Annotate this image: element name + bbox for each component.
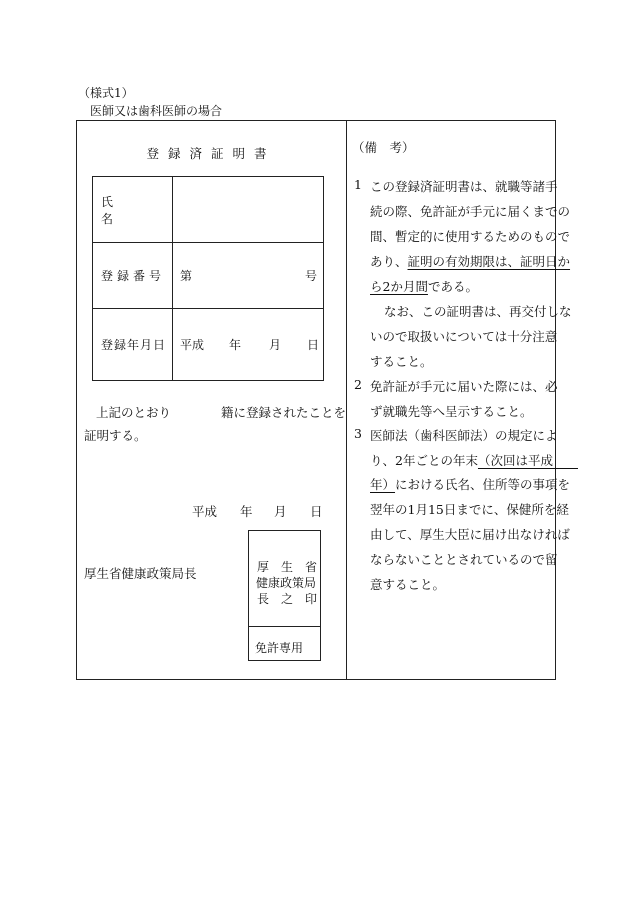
seal-line-2: 健康政策局 (256, 576, 317, 590)
note-3-number: 3 (354, 426, 362, 441)
form-subtitle: 医師又は歯科医師の場合 (90, 104, 223, 118)
statement-line-2: 証明する。 (84, 428, 147, 443)
seal-stamp-area (249, 531, 320, 627)
note-3-line-2 (370, 451, 578, 469)
note-3-line-7: 意すること。 (370, 577, 446, 592)
date-label-cell (93, 309, 173, 380)
registration-table (92, 176, 324, 381)
note-1-line-4-text: あり、 (370, 254, 408, 269)
note-3-line-3 (370, 475, 570, 493)
number-row (93, 243, 323, 309)
note-1-line-4 (370, 252, 570, 270)
note-1-line-6: なお、この証明書は、再交付しな (384, 304, 572, 319)
statement-line-1: 上記のとおり 籍に登録されたことを (96, 405, 347, 420)
note-3-line-4: 翌年の1月15日までに、保健所を経 (370, 502, 569, 517)
name-label: 氏名 (101, 194, 152, 226)
note-1-line-5-text: である。 (427, 279, 478, 294)
name-row (93, 177, 323, 243)
note-3-line-3-text: における氏名、住所等の事項を (395, 477, 571, 492)
frame-divider (346, 120, 347, 680)
date-month-unit: 月 (269, 338, 282, 352)
number-value-cell (173, 243, 323, 308)
seal-usage-label: 免許専用 (255, 641, 304, 655)
number-suffix: 号 (304, 269, 317, 283)
issue-date-month-unit: 月 (274, 504, 287, 519)
validity-period-underlined: 証明の有効期限は、証明日か (407, 254, 571, 269)
name-label-cell (93, 177, 173, 242)
note-2-line-2: ず就職先等へ呈示すること。 (370, 404, 533, 419)
next-deadline-underlined-2: 年） (370, 477, 396, 492)
date-day-unit: 日 (307, 338, 320, 352)
form-number-label: （様式1） (78, 86, 134, 100)
note-3-line-1: 医師法（歯科医師法）の規定によ (370, 428, 558, 443)
note-3-line-2-text: り、2年ごとの年末 (370, 453, 478, 468)
note-3-line-5: 由して、厚生大臣に届け出なければ (370, 527, 570, 542)
issue-date-era: 平成 (192, 504, 218, 519)
official-seal-box (248, 530, 321, 661)
notes-heading: （備 考） (352, 140, 415, 155)
issue-date-year-unit: 年 (240, 504, 253, 519)
date-year-unit: 年 (229, 338, 242, 352)
name-value-cell (173, 177, 323, 242)
note-1-line-1: この登録済証明書は、就職等諸手 (370, 179, 558, 194)
number-prefix: 第 (180, 269, 193, 283)
number-label-cell (93, 243, 173, 308)
certificate-title: 登録済証明書 (146, 146, 276, 161)
date-label: 登録年月日 (101, 338, 167, 352)
note-3-line-6: ならないこととされているので留 (370, 552, 558, 567)
number-label: 登録番号 (101, 269, 166, 283)
seal-line-1: 厚 生 省 (257, 560, 318, 574)
note-1-line-2: 続の際、免許証が手元に届くまでの (370, 204, 571, 219)
note-1-line-3: 間、暫定的に使用するためのもので (370, 229, 571, 244)
note-1-line-8: すること。 (370, 354, 433, 369)
next-deadline-underlined: （次回は平成 (477, 453, 578, 468)
note-1-line-7: いので取扱いについては十分注意 (370, 329, 558, 344)
validity-period-underlined-2: ら2か月間 (370, 279, 428, 294)
note-2-number: 2 (354, 377, 362, 392)
date-row (93, 309, 323, 380)
note-1-line-5 (370, 277, 478, 295)
note-2-line-1: 免許証が手元に届いた際には、必 (370, 379, 558, 394)
date-era: 平成 (180, 338, 205, 352)
date-value-cell (173, 309, 323, 380)
issue-date-day-unit: 日 (310, 504, 323, 519)
seal-line-3: 長 之 印 (257, 592, 318, 606)
issuer-title: 厚生省健康政策局長 (84, 566, 197, 581)
note-1-number: 1 (354, 177, 362, 192)
